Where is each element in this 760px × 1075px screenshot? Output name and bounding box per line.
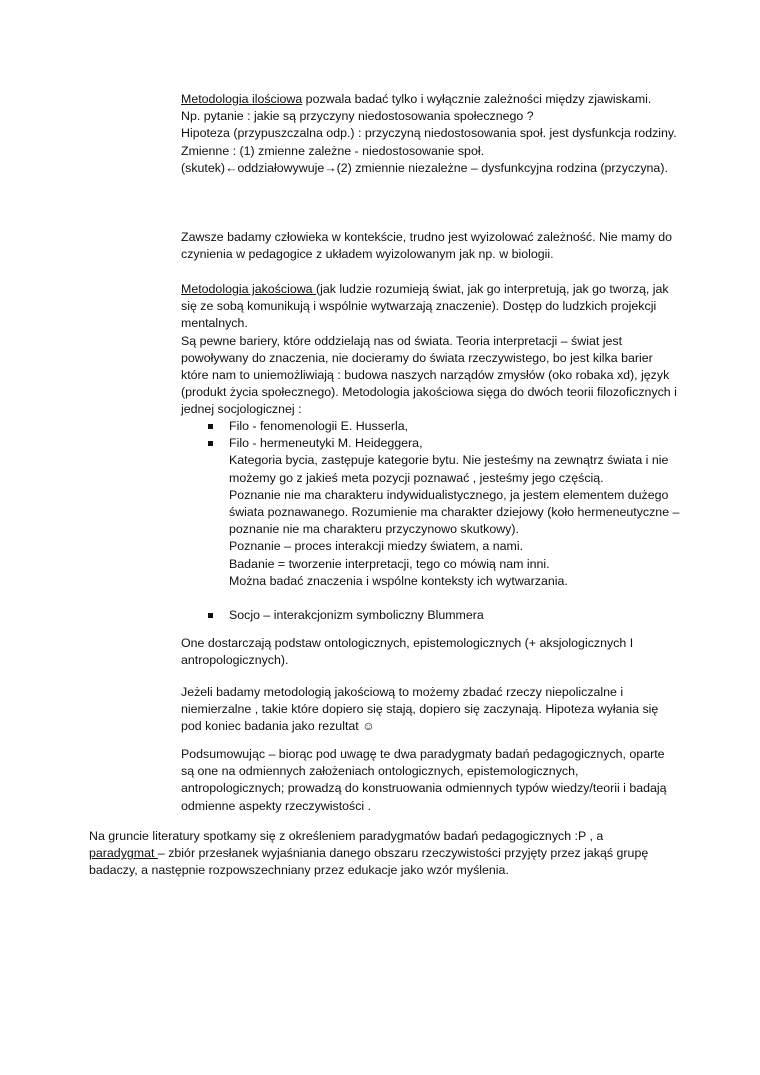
section-context <box>181 229 681 263</box>
paragraph: Np. pytanie : jakie są przyczyny niedostosowania społecznego ? <box>181 109 534 124</box>
text: Socjo – interakcjonizm symboliczny Blummera <box>229 608 484 623</box>
section-qualitative-research <box>181 684 681 736</box>
paragraph: Jeżeli badamy metodologią jakościową to możemy zbadać rzeczy niepoliczalne i niemierzalne , takie które dopiero się stają, dopiero się zaczynają. Hipoteza wyłania się pod koniec badania jako rezultat ☺ <box>181 685 659 734</box>
term-paradigm: paradygmat <box>89 846 158 861</box>
bullet-icon <box>208 613 213 618</box>
text: (jak ludzie rozumieją świat, jak go interpretują, jak go tworzą, jak się ze sobą komunikują i wspólnie wytwarzają znaczenie). Dostęp do ludzkich projekcji mentalnych. <box>181 282 669 331</box>
paragraph <box>181 91 681 108</box>
bullet-icon <box>208 441 213 446</box>
paragraph <box>181 281 681 333</box>
bullet-icon <box>208 424 213 429</box>
section-qualitative <box>181 281 681 419</box>
text: Filo - fenomenologii E. Husserla, <box>229 419 409 433</box>
paragraph: Podsumowując – biorąc pod uwagę te dwa paradygmaty badań pedagogicznych, oparte są one na odmiennych założeniach ontologicznych, epistemologicznych, antropologicznych; prowadzą do konstruowania odmiennych typów wiedzy/teorii i badają odmienne aspekty rzeczywistości . <box>181 747 667 813</box>
paragraph: Na gruncie literatury spotkamy się z określeniem paradygmatów badań pedagogicznych :P , a <box>89 829 604 843</box>
list-item <box>181 435 681 452</box>
paragraph: Są pewne bariery, które oddzielają nas od świata. Teoria interpretacji – świat jest powoływany do znaczenia, nie docieramy do świata rzeczywistego, bo jest kilka barier które nam to uniemożliwiają : budowa naszych narządów zmysłów (oko robaka xd), język (produkt życia społecznego). Metodologia jakościowa sięga do dwóch teorii filozoficznych i jednej socjologicznej : <box>181 333 677 417</box>
list-item <box>181 418 681 435</box>
sub-paragraph: Badanie = tworzenie interpretacji, tego co mówią nam inni. <box>229 556 550 571</box>
term-qualitative: Metodologia jakościowa <box>181 282 316 296</box>
paragraph: Zmienne : (1) zmienne zależne - niedostosowanie społ. <box>181 143 485 158</box>
list-item <box>181 607 681 624</box>
section-quantitative <box>181 91 681 177</box>
section-paradigm <box>89 828 689 880</box>
text: pozwala badać tylko i wyłącznie zależności między zjawiskami. <box>302 92 652 106</box>
term-quantitative: Metodologia ilościowa <box>181 92 303 106</box>
sub-paragraph: Poznanie nie ma charakteru indywidualistycznego, ja jestem elementem dużego świata poznawanego. Rozumienie ma charakter dziejowy (koło hermeneutyczne – poznanie nie ma charakteru przyczynowo skutkowy). <box>229 487 680 537</box>
paragraph: One dostarczają podstaw ontologicznych, epistemologicznych (+ aksjologicznych I antropologicznych). <box>181 636 634 668</box>
paragraph <box>89 845 689 879</box>
section-summary <box>181 746 681 815</box>
sub-paragraph: Można badać znaczenia i wspólne konteksty ich wytwarzania. <box>229 573 568 588</box>
sub-paragraph: Poznanie – proces interakcji miedzy światem, a nami. <box>229 539 524 554</box>
paragraph: Zawsze badamy człowieka w kontekście, trudno jest wyizolować zależność. Nie mamy do czynienia w pedagogice z układem wyizolowanym jak np. w biologii. <box>181 230 673 262</box>
text: Filo - hermeneutyki M. Heideggera, <box>229 436 423 451</box>
paragraph: (skutek)←oddziałowywuje→(2) zmiennie niezależne – dysfunkcyjna rodzina (przyczyna). <box>181 160 668 175</box>
text: – zbiór przesłanek wyjaśniania danego obszaru rzeczywistości przyjęty przez jakąś grupę badaczy, a następnie rozpowszechniany przez edukacje jako wzór myślenia. <box>89 846 649 878</box>
bullet-list <box>181 418 681 624</box>
sub-paragraph: Kategoria bycia, zastępuje kategorie bytu. Nie jesteśmy na zewnątrz świata i nie możemy go z jakieś meta pozycji poznawać , jesteśmy jego częścią. <box>229 453 669 485</box>
paragraph: Hipoteza (przypuszczalna odp.) : przyczyną niedostosowania społ. jest dysfunkcja rodziny. <box>181 126 677 141</box>
section-foundations <box>181 635 681 669</box>
